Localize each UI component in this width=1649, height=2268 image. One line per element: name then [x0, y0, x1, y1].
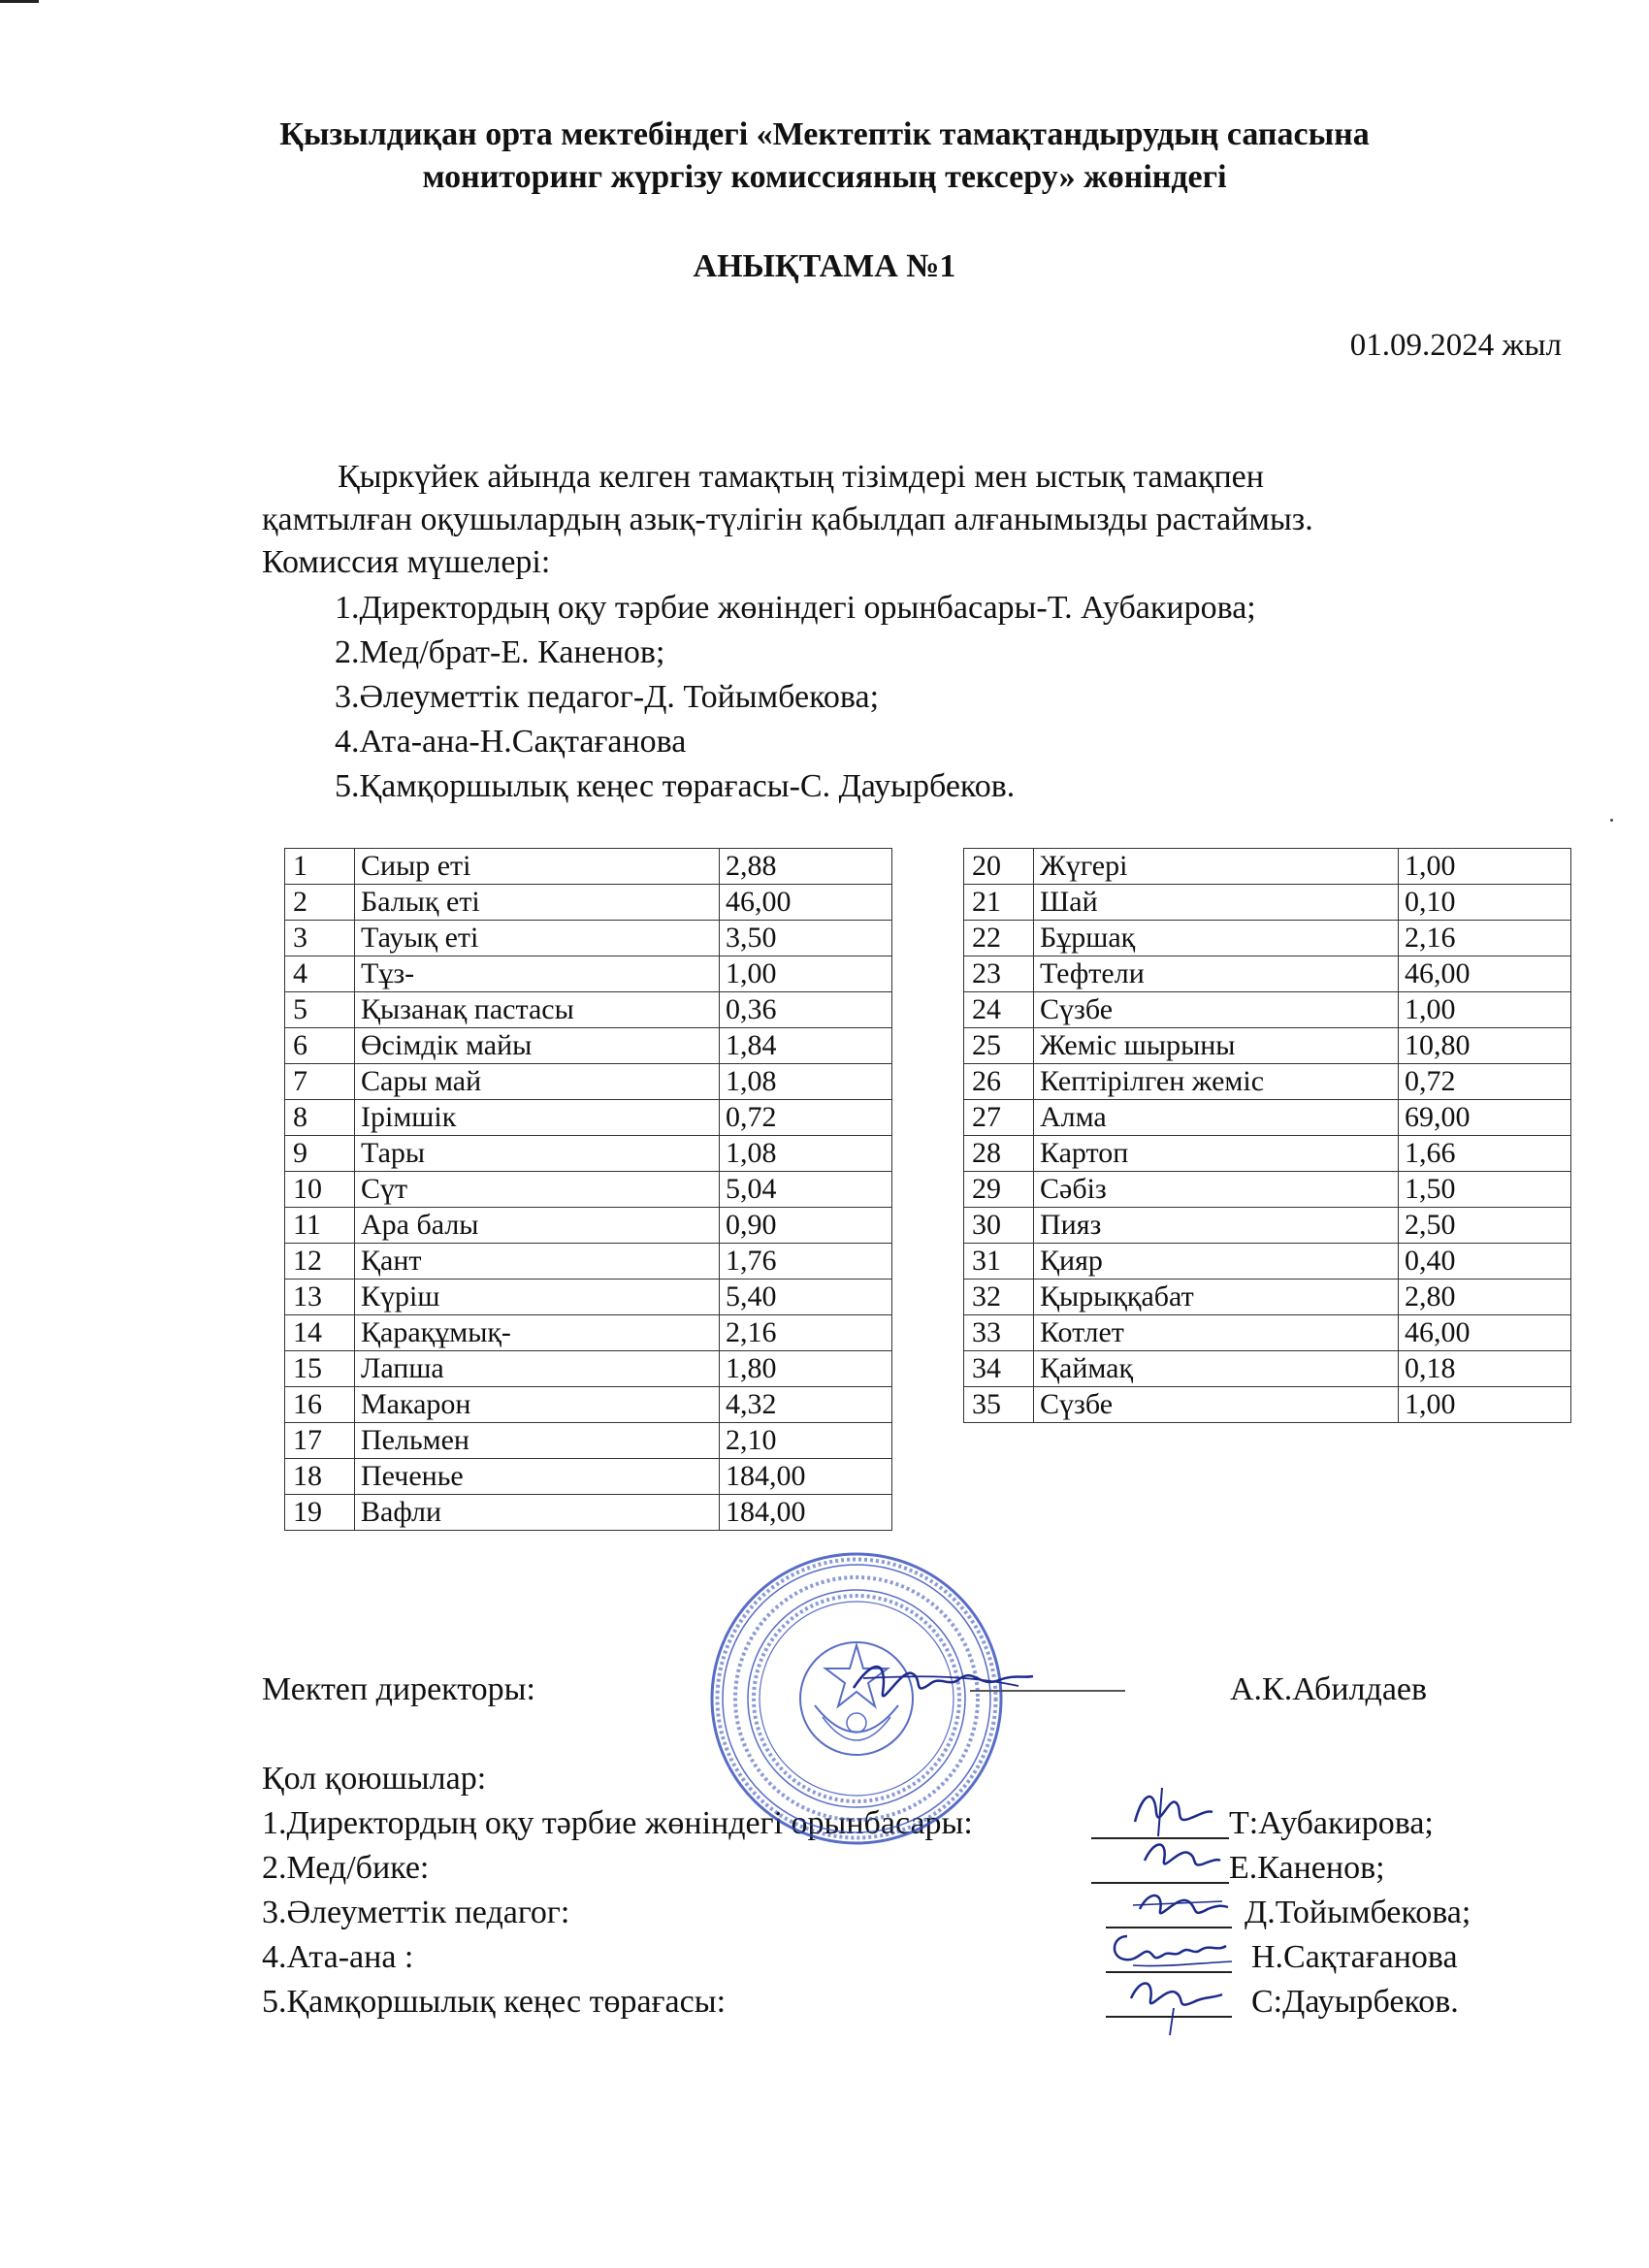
- table-row: [285, 1028, 892, 1064]
- signer-role: 2.Мед/бике:: [262, 1850, 430, 1886]
- item-number: 22: [964, 921, 1034, 956]
- table-row: [285, 849, 892, 885]
- item-value: 1,84: [720, 1028, 892, 1064]
- table-row: [964, 992, 1571, 1028]
- item-number: 31: [964, 1244, 1034, 1280]
- item-name: Сиыр еті: [355, 849, 720, 885]
- table-row: [285, 1172, 892, 1208]
- item-value: 2,16: [720, 1315, 892, 1351]
- table-row: [964, 1172, 1571, 1208]
- table-row: [285, 1100, 892, 1136]
- item-value: 2,16: [1399, 921, 1571, 956]
- table-row: [285, 1315, 892, 1351]
- item-number: 16: [285, 1387, 355, 1423]
- item-name: Тұз-: [355, 956, 720, 992]
- table-row: [964, 849, 1571, 885]
- commission-heading: Комиссия мүшелері:: [262, 544, 551, 580]
- table-row: [964, 1028, 1571, 1064]
- item-number: 24: [964, 992, 1034, 1028]
- item-name: Жүгері: [1034, 849, 1399, 885]
- item-value: 5,04: [720, 1172, 892, 1208]
- item-number: 35: [964, 1387, 1034, 1423]
- signer-role: 4.Ата-ана :: [262, 1939, 414, 1975]
- item-value: 5,40: [720, 1280, 892, 1315]
- item-number: 5: [285, 992, 355, 1028]
- item-value: 1,00: [1399, 992, 1571, 1028]
- signer-role: 5.Қамқоршылық кеңес төрағасы:: [262, 1984, 727, 2020]
- item-value: 46,00: [720, 885, 892, 921]
- signature-3: [1125, 1880, 1232, 1928]
- item-value: 0,72: [1399, 1064, 1571, 1100]
- item-number: 27: [964, 1100, 1034, 1136]
- table-row: [964, 1351, 1571, 1387]
- item-name: Тауық еті: [355, 921, 720, 956]
- item-number: 30: [964, 1208, 1034, 1244]
- item-number: 15: [285, 1351, 355, 1387]
- item-number: 7: [285, 1064, 355, 1100]
- item-name: Күріш: [355, 1280, 720, 1315]
- item-name: Тефтели: [1034, 956, 1399, 992]
- item-value: 0,72: [720, 1100, 892, 1136]
- signers-heading: Қол қоюшылар:: [262, 1761, 487, 1797]
- item-value: 1,76: [720, 1244, 892, 1280]
- item-name: Бұршақ: [1034, 921, 1399, 956]
- signature-5: [1116, 1969, 1232, 2037]
- table-row: [285, 1423, 892, 1459]
- table-row: [285, 1244, 892, 1280]
- table-row: [285, 1208, 892, 1244]
- item-value: 184,00: [720, 1495, 892, 1531]
- item-value: 2,88: [720, 849, 892, 885]
- item-name: Печенье: [355, 1459, 720, 1495]
- item-value: 46,00: [1399, 956, 1571, 992]
- item-value: 184,00: [720, 1459, 892, 1495]
- item-number: 23: [964, 956, 1034, 992]
- item-value: 1,80: [720, 1351, 892, 1387]
- item-name: Шай: [1034, 885, 1399, 921]
- table-row: [964, 1064, 1571, 1100]
- table-row: [964, 921, 1571, 956]
- table-row: [964, 1244, 1571, 1280]
- table-row: [285, 1495, 892, 1531]
- signer-name: Е.Каненов;: [1229, 1850, 1385, 1886]
- table-row: [285, 1280, 892, 1315]
- item-number: 3: [285, 921, 355, 956]
- table-row: [964, 1100, 1571, 1136]
- intro-line-1: Қыркүйек айында келген тамақтың тізімдері мен ыстық тамақпен: [338, 459, 1264, 495]
- item-number: 34: [964, 1351, 1034, 1387]
- item-number: 9: [285, 1136, 355, 1172]
- table-row: [285, 1387, 892, 1423]
- signer-role: 3.Әлеуметтік педагог:: [262, 1895, 570, 1930]
- item-name: Вафли: [355, 1495, 720, 1531]
- item-number: 26: [964, 1064, 1034, 1100]
- member-item: 4.Ата-ана-Н.Сақтағанова: [335, 724, 687, 760]
- item-number: 8: [285, 1100, 355, 1136]
- item-name: Қарақұмық-: [355, 1315, 720, 1351]
- item-value: 1,08: [720, 1136, 892, 1172]
- item-name: Лапша: [355, 1351, 720, 1387]
- table-row: [964, 1315, 1571, 1351]
- table-row: [285, 1459, 892, 1495]
- item-value: 69,00: [1399, 1100, 1571, 1136]
- table-row: [285, 992, 892, 1028]
- item-name: Котлет: [1034, 1315, 1399, 1351]
- item-name: Өсімдік майы: [355, 1028, 720, 1064]
- item-number: 11: [285, 1208, 355, 1244]
- scan-speck: [1610, 819, 1613, 822]
- item-value: 0,40: [1399, 1244, 1571, 1280]
- signer-name: С:Дауырбеков.: [1251, 1984, 1459, 2020]
- item-name: Жеміс шырыны: [1034, 1028, 1399, 1064]
- item-name: Сүт: [355, 1172, 720, 1208]
- item-value: 1,00: [1399, 1387, 1571, 1423]
- member-item: 2.Мед/брат-Е. Каненов;: [335, 634, 665, 670]
- item-name: Ара балы: [355, 1208, 720, 1244]
- item-value: 1,00: [1399, 849, 1571, 885]
- item-value: 4,32: [720, 1387, 892, 1423]
- signer-name: Д.Тойымбекова;: [1245, 1895, 1471, 1930]
- item-value: 1,00: [720, 956, 892, 992]
- item-name: Қияр: [1034, 1244, 1399, 1280]
- item-value: 46,00: [1399, 1315, 1571, 1351]
- item-number: 20: [964, 849, 1034, 885]
- table-row: [964, 1208, 1571, 1244]
- document-date: 01.09.2024 жыл: [1349, 328, 1562, 363]
- scan-edge-mark: [0, 0, 39, 3]
- item-number: 25: [964, 1028, 1034, 1064]
- item-value: 2,50: [1399, 1208, 1571, 1244]
- item-number: 13: [285, 1280, 355, 1315]
- item-number: 28: [964, 1136, 1034, 1172]
- member-item: 3.Әлеуметтік педагог-Д. Тойымбекова;: [335, 679, 880, 715]
- table-row: [285, 1136, 892, 1172]
- products-table-right: [963, 848, 1571, 1423]
- member-item: 5.Қамқоршылық кеңес төрағасы-С. Дауырбеков.: [335, 768, 1016, 804]
- item-name: Қант: [355, 1244, 720, 1280]
- item-value: 2,10: [720, 1423, 892, 1459]
- item-value: 2,80: [1399, 1280, 1571, 1315]
- item-name: Кептірілген жеміс: [1034, 1064, 1399, 1100]
- item-name: Қызанақ пастасы: [355, 992, 720, 1028]
- item-name: Сүзбе: [1034, 992, 1399, 1028]
- table-row: [285, 1064, 892, 1100]
- document-title: АНЫҚТАМА №1: [693, 248, 956, 284]
- item-number: 12: [285, 1244, 355, 1280]
- table-row: [964, 1387, 1571, 1423]
- item-name: Картоп: [1034, 1136, 1399, 1172]
- item-number: 18: [285, 1459, 355, 1495]
- signer-name: Н.Сақтағанова: [1251, 1939, 1458, 1975]
- item-value: 0,10: [1399, 885, 1571, 921]
- item-name: Ірімшік: [355, 1100, 720, 1136]
- item-number: 2: [285, 885, 355, 921]
- item-name: Балық еті: [355, 885, 720, 921]
- item-value: 10,80: [1399, 1028, 1571, 1064]
- table-row: [285, 921, 892, 956]
- table-row: [285, 1351, 892, 1387]
- signer-role: 1.Директордың оқу тәрбие жөніндегі орынбасары:: [262, 1805, 973, 1841]
- item-number: 21: [964, 885, 1034, 921]
- item-name: Пияз: [1034, 1208, 1399, 1244]
- item-number: 33: [964, 1315, 1034, 1351]
- signature-2: [1135, 1831, 1222, 1880]
- item-name: Тары: [355, 1136, 720, 1172]
- table-row: [964, 956, 1571, 992]
- director-name: А.К.Абилдаев: [1230, 1671, 1428, 1707]
- item-number: 19: [285, 1495, 355, 1531]
- signer-name: Т:Аубакирова;: [1229, 1805, 1434, 1841]
- item-name: Сары май: [355, 1064, 720, 1100]
- item-value: 0,18: [1399, 1351, 1571, 1387]
- header-line-1: Қызылдиқан орта мектебіндегі «Мектептік тамақтандырудың сапасына: [279, 116, 1370, 152]
- item-name: Сәбіз: [1034, 1172, 1399, 1208]
- header-line-2: мониторинг жүргізу комиссияның тексеру» жөніндегі: [422, 159, 1227, 195]
- table-row: [964, 1136, 1571, 1172]
- director-signature: [844, 1649, 1038, 1717]
- item-number: 14: [285, 1315, 355, 1351]
- table-row: [964, 885, 1571, 921]
- item-name: Қаймақ: [1034, 1351, 1399, 1387]
- item-number: 10: [285, 1172, 355, 1208]
- item-value: 0,90: [720, 1208, 892, 1244]
- item-value: 1,50: [1399, 1172, 1571, 1208]
- item-number: 1: [285, 849, 355, 885]
- item-number: 29: [964, 1172, 1034, 1208]
- item-number: 17: [285, 1423, 355, 1459]
- intro-line-2: қамтылған оқушылардың азық-түлігін қабылдап алғанымызды растаймыз.: [262, 502, 1313, 537]
- item-value: 1,08: [720, 1064, 892, 1100]
- item-value: 1,66: [1399, 1136, 1571, 1172]
- item-name: Сүзбе: [1034, 1387, 1399, 1423]
- item-number: 32: [964, 1280, 1034, 1315]
- item-value: 3,50: [720, 921, 892, 956]
- table-row: [964, 1280, 1571, 1315]
- member-item: 1.Директордың оқу тәрбие жөніндегі орынбасары-Т. Аубакирова;: [335, 590, 1256, 626]
- director-label: Мектеп директоры:: [262, 1671, 535, 1707]
- item-number: 4: [285, 956, 355, 992]
- products-table-left: [284, 848, 892, 1531]
- table-row: [285, 885, 892, 921]
- item-name: Алма: [1034, 1100, 1399, 1136]
- item-name: Пельмен: [355, 1423, 720, 1459]
- item-number: 6: [285, 1028, 355, 1064]
- item-value: 0,36: [720, 992, 892, 1028]
- table-row: [285, 956, 892, 992]
- item-name: Макарон: [355, 1387, 720, 1423]
- item-name: Қырыққабат: [1034, 1280, 1399, 1315]
